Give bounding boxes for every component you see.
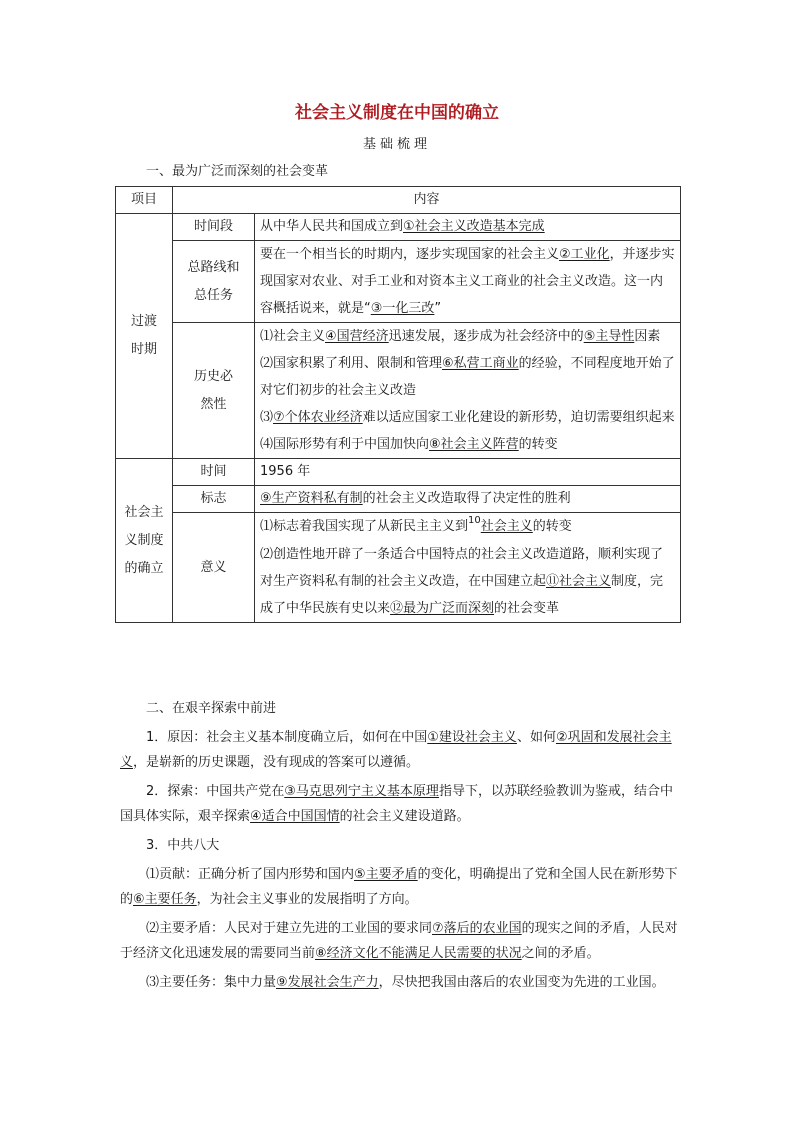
section2 [120,696,680,995]
page-title: 社会主义制度在中国的确立 [295,103,499,123]
cell-general-line: 要在一个相当长的时期内，逐步实现国家的社会主义②工业化，并逐步实现国家对农业、对手工业和对资本主义工商业的社会主义改造。这一内容概括说来，就是“③一化三改” [255,241,681,323]
page-subtitle: 基础梳理 [362,137,431,152]
row-label-transition: 过渡 时期 [116,214,173,459]
necessity-item-1: ⑴社会主义④国营经济迅速发展，逐步成为社会经济中的⑤主导性因素 [260,329,661,344]
meaning-item-2: ⑵创造性地开辟了一条适合中国特点的社会主义改造道路，顺利实现了对生产资料私有制的社会主义改造，在中国建立起⑪社会主义制度，完成了中华民族有史以来⑫最为广泛而深刻的社会变革 [260,547,664,616]
necessity-item-3: ⑶⑦个体农业经济难以适应国家工业化建设的新形势，迫切需要组织起来 [260,410,675,425]
paragraph-exploration: 2．探索：中国共产党在③马克思列宁主义基本原理指导下，以苏联经验教训为鉴戒，结合中国具体实际，艰辛探索④适合中国国情的社会主义建设道路。 [120,784,673,824]
cell-time: 1956 年 [255,459,681,486]
section2-heading: 二、在艰辛探索中前进 [146,701,277,716]
cell-necessity [255,323,681,459]
table-row [116,241,681,323]
table-row [116,486,681,513]
cell-period: 从中华人民共和国成立到①社会主义改造基本完成 [255,214,681,241]
paragraph-eighth-congress: 3．中共八大 [146,838,220,853]
necessity-item-2: ⑵国家积累了利用、限制和管理⑥私营工商业的经验，不同程度地开始了对它们初步的社会主义改造 [260,356,675,398]
paragraph-main-task: ⑶主要任务：集中力量⑨发展社会生产力，尽快把我国由落后的农业国变为先进的工业国。 [146,975,665,990]
paragraph-contribution: ⑴贡献：正确分析了国内形势和国内⑤主要矛盾的变化，明确提出了党和全国人民在新形势下的⑥主要任务，为社会主义事业的发展指明了方向。 [120,867,678,907]
row-label-establishment: 社会主 义制度 的确立 [116,459,173,623]
paragraph-reason: 1．原因：社会主义基本制度确立后，如何在中国①建设社会主义、如何②巩固和发展社会主义，是崭新的历史课题，没有现成的答案可以遵循。 [120,730,672,770]
cell-label-time: 时间 [173,459,255,486]
header-item: 项目 [116,187,173,214]
table-row [116,513,681,623]
cell-label-meaning: 意义 [173,513,255,623]
table-header-row [116,187,681,214]
cell-label-sign: 标志 [173,486,255,513]
cell-label-period: 时间段 [173,214,255,241]
section1-heading: 一、最为广泛而深刻的社会变革 [146,164,329,179]
table-row [116,214,681,241]
cell-sign: ⑨生产资料私有制的社会主义改造取得了决定性的胜利 [255,486,681,513]
header-content: 内容 [173,187,681,214]
cell-meaning [255,513,681,623]
table-row [116,323,681,459]
cell-label-general-line: 总路线和 总任务 [173,241,255,323]
paragraph-main-contradiction: ⑵主要矛盾：人民对于建立先进的工业国的要求同⑦落后的农业国的现实之间的矛盾，人民对于经济文化迅速发展的需要同当前⑧经济文化不能满足人民需要的状况之间的矛盾。 [120,921,678,961]
necessity-item-4: ⑷国际形势有利于中国加快向⑧社会主义阵营的转变 [260,437,558,452]
cell-label-necessity: 历史必 然性 [173,323,255,459]
table-row [116,459,681,486]
summary-table [115,186,681,623]
meaning-item-1: ⑴标志着我国实现了从新民主主义到$^{10}$社会主义的转变 [260,515,572,534]
